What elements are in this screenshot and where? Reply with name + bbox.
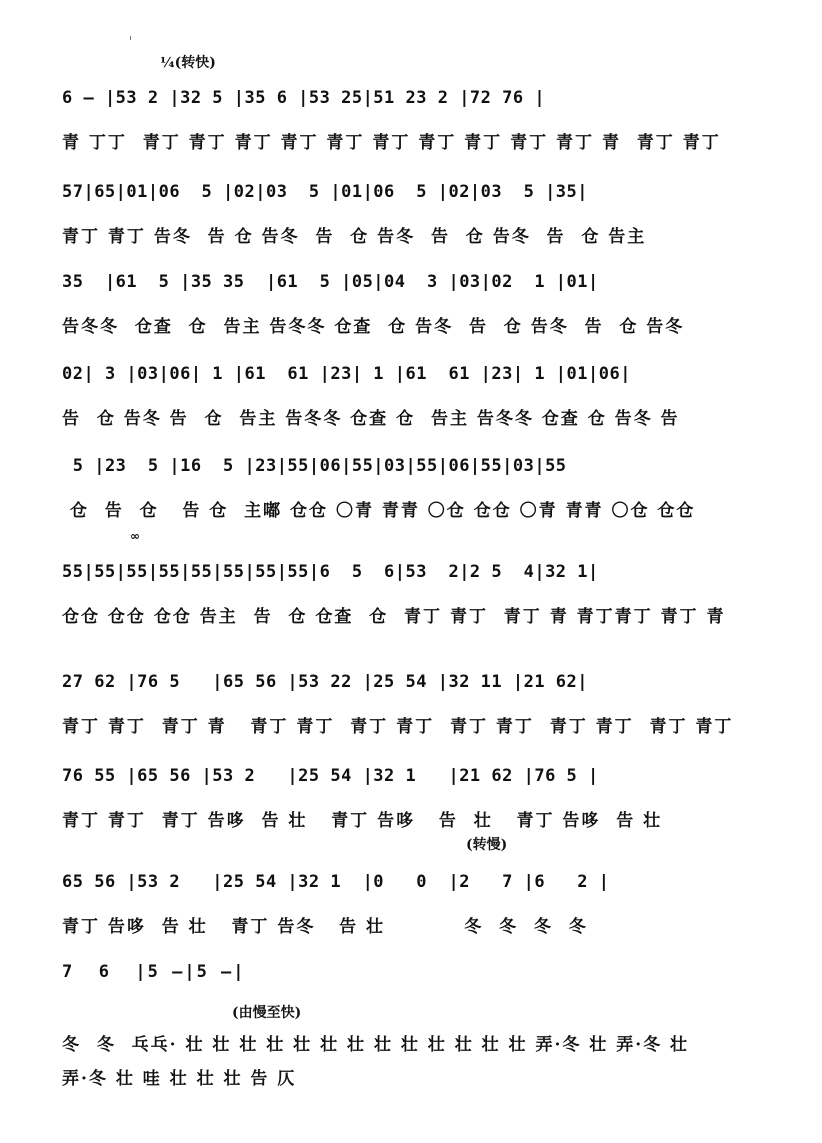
tempo-marking-slow: (转慢) [466, 837, 508, 853]
percussion-syllables: 青 丁丁 青丁 青丁 青丁 青丁 青丁 青丁 青丁 青丁 青丁 青丁 青 青丁 青丁 [62, 133, 721, 152]
percussion-syllables: 青丁 青丁 告冬 告 仓 告冬 告 仓 告冬 告 仓 告冬 告 仓 告主 [62, 227, 647, 246]
numbered-notes: 5 |23 5 |16 5 |23|55|06|55|03|55|06|55|03|55 [62, 456, 567, 476]
score-system-5 [0, 456, 822, 536]
numbered-notes: 57|65|01|06 5 |02|03 5 |01|06 5 |02|03 5 |35| [62, 182, 589, 202]
percussion-syllables: 告冬冬 仓查 仓 告主 告冬冬 仓查 仓 告冬 告 仓 告冬 告 仓 告冬 [62, 317, 685, 336]
percussion-syllables-final-2: 弄·冬 壮 哇 壮 壮 壮 告 仄 [62, 1069, 297, 1089]
score-system-9 [0, 872, 822, 952]
percussion-syllables: 仓仓 仓仓 仓仓 告主 告 仓 仓查 仓 青丁 青丁 青丁 青 青丁青丁 青丁 青 [62, 607, 726, 626]
score-system-6 [0, 562, 822, 642]
percussion-syllables: 告 仓 告冬 告 仓 告主 告冬冬 仓查 仓 告主 告冬冬 仓查 仓 告冬 告 [62, 409, 680, 428]
breath-mark: ∞ [130, 529, 140, 543]
tempo-marking-slow-to-fast: (由慢至快) [232, 1005, 302, 1021]
percussion-syllables-final-1: 冬 冬 乓乓· 壮 壮 壮 壮 壮 壮 壮 壮 壮 壮 壮 壮 壮 弄·冬 壮 弄·冬 壮 [62, 1035, 690, 1055]
numbered-notes: 76 55 |65 56 |53 2 |25 54 |32 1 |21 62 |76 5 | [62, 766, 599, 786]
numbered-notes: 27 62 |76 5 |65 56 |53 22 |25 54 |32 11 |21 62| [62, 672, 589, 692]
score-system-2 [0, 182, 822, 262]
percussion-syllables: 青丁 青丁 青丁 青 青丁 青丁 青丁 青丁 青丁 青丁 青丁 青丁 青丁 青丁 [62, 717, 734, 736]
percussion-syllables: 青丁 青丁 青丁 告哆 告 壮 青丁 告哆 告 壮 青丁 告哆 告 壮 [62, 811, 663, 830]
numbered-notes: 02| 3 |03|06| 1 |61 61 |23| 1 |61 61 |23| 1 |01|06| [62, 364, 631, 384]
numbered-notes: 65 56 |53 2 |25 54 |32 1 |0 0 |2 7 |6 2 | [62, 872, 610, 892]
score-system-7 [0, 672, 822, 752]
score-system-3 [0, 272, 822, 352]
numbered-notes: 55|55|55|55|55|55|55|55|6 5 6|53 2|2 5 4|32 1| [62, 562, 599, 582]
numbered-notes: 35 |61 5 |35 35 |61 5 |05|04 3 |03|02 1 |01| [62, 272, 599, 292]
tempo-marking-fast: ¼(转快) [160, 55, 216, 71]
score-system-4 [0, 364, 822, 444]
numbered-notes-final: 7 6 |5 —|5 —| [62, 962, 246, 982]
score-system-8 [0, 766, 822, 846]
percussion-syllables: 青丁 告哆 告 壮 青丁 告冬 告 壮 冬 冬 冬 冬 [62, 917, 588, 936]
percussion-syllables: 仓 告 仓 告 仓 主嘟 仓仓 〇青 青青 〇仓 仓仓 〇青 青青 〇仓 仓仓 [62, 501, 696, 520]
numbered-notes: 6 — |53 2 |32 5 |35 6 |53 25|51 23 2 |72 76 | [62, 88, 546, 108]
score-system-1 [0, 88, 822, 168]
scan-mark [130, 36, 131, 40]
